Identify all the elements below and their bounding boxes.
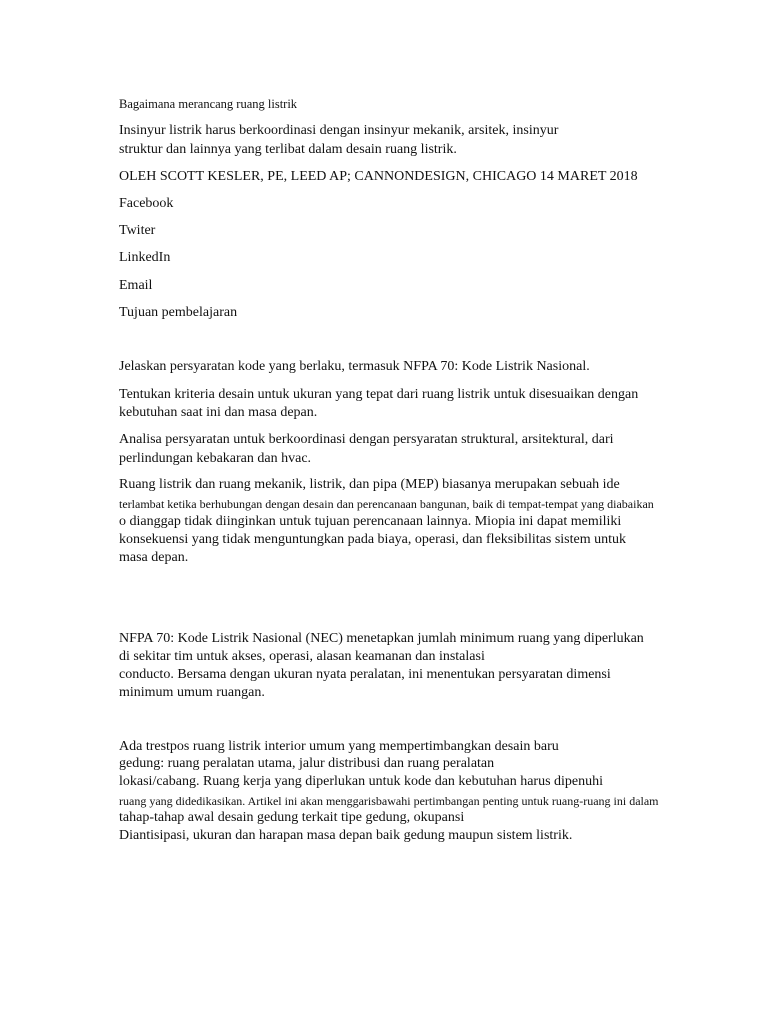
paragraph-1-line-2: terlambat ketika berhubungan dengan desain dan perencanaan bangunan, baik di tempat-tempat yang diabaikan [119, 497, 654, 511]
paragraph-3-line-5: tahap-tahap awal desain gedung terkait tipe gedung, okupansi [119, 810, 465, 825]
paragraph-1-line-1: Ruang listrik dan ruang mekanik, listrik, dan pipa (MEP) biasanya merupakan sebuah ide [119, 477, 620, 492]
paragraph-1-line-4: konsekuensi yang tidak menguntungkan pada biaya, operasi, dan fleksibilitas sistem untuk [119, 532, 627, 547]
share-link-email[interactable]: Email [119, 278, 153, 293]
objective-1-line-1: Jelaskan persyaratan kode yang berlaku, termasuk NFPA 70: Kode Listrik Nasional. [119, 359, 590, 374]
paragraph-3-line-2: gedung: ruang peralatan utama, jalur distribusi dan ruang peralatan [119, 756, 495, 771]
paragraph-3-line-3: lokasi/cabang. Ruang kerja yang diperlukan untuk kode dan kebutuhan harus dipenuhi [119, 774, 604, 789]
share-link-facebook[interactable]: Facebook [119, 196, 174, 211]
paragraph-2-line-4: minimum umum ruangan. [119, 685, 265, 700]
lead-line-1: Insinyur listrik harus berkoordinasi dengan insinyur mekanik, arsitek, insinyur [119, 123, 559, 138]
objective-3-line-1: Analisa persyaratan untuk berkoordinasi dengan persyaratan struktural, arsitektural, dari [119, 432, 614, 447]
lead-line-2: struktur dan lainnya yang terlibat dalam desain ruang listrik. [119, 142, 457, 157]
byline: OLEH SCOTT KESLER, PE, LEED AP; CANNONDESIGN, CHICAGO 14 MARET 2018 [119, 169, 638, 184]
paragraph-2-line-1: NFPA 70: Kode Listrik Nasional (NEC) menetapkan jumlah minimum ruang yang diperlukan [119, 631, 644, 646]
paragraph-1-line-3: o dianggap tidak diinginkan untuk tujuan perencanaan lainnya. Miopia ini dapat memiliki [119, 514, 622, 529]
paragraph-3-line-6: Diantisipasi, ukuran dan harapan masa depan baik gedung maupun sistem listrik. [119, 828, 573, 843]
share-link-linkedin[interactable]: LinkedIn [119, 250, 171, 265]
document-title: Bagaimana merancang ruang listrik [119, 97, 298, 111]
objective-2-line-1: Tentukan kriteria desain untuk ukuran yang tepat dari ruang listrik untuk disesuaikan dengan [119, 387, 639, 402]
paragraph-3-line-4: ruang yang didedikasikan. Artikel ini akan menggarisbawahi pertimbangan penting untuk ruang-ruang ini dalam [119, 794, 659, 808]
objectives-heading: Tujuan pembelajaran [119, 305, 238, 320]
paragraph-1-line-5: masa depan. [119, 550, 189, 565]
objective-3-line-2: perlindungan kebakaran dan hvac. [119, 451, 312, 466]
share-link-twitter[interactable]: Twiter [119, 223, 156, 238]
paragraph-2-line-2: di sekitar tim untuk akses, operasi, alasan keamanan dan instalasi [119, 649, 485, 664]
paragraph-2-line-3: conducto. Bersama dengan ukuran nyata peralatan, ini menentukan persyaratan dimensi [119, 667, 611, 682]
objective-2-line-2: kebutuhan saat ini dan masa depan. [119, 405, 318, 420]
paragraph-3-line-1: Ada trestpos ruang listrik interior umum yang mempertimbangkan desain baru [119, 739, 559, 754]
